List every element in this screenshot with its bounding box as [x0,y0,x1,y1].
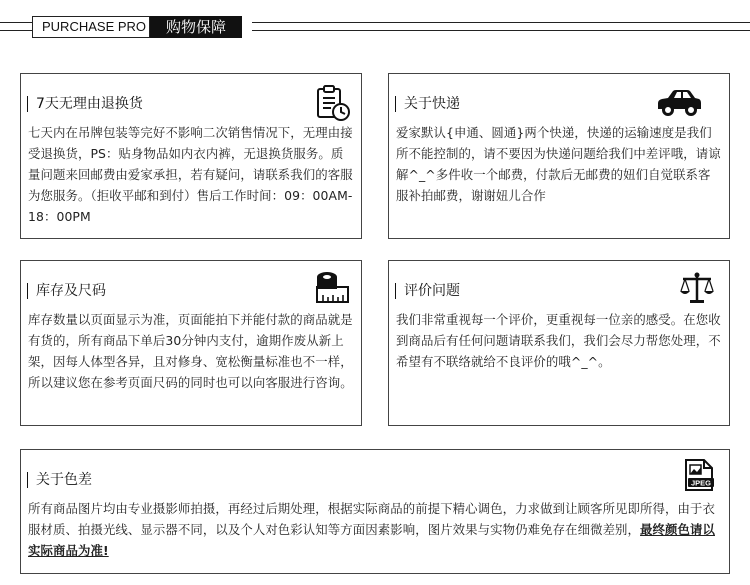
header-title-en: PURCHASE PRO [32,16,150,38]
card-color-difference [20,449,730,574]
card-title: 库存及尺码 [27,283,106,299]
card-title: 7天无理由退换货 [27,96,143,112]
card-title: 关于色差 [27,472,92,488]
car-icon [655,88,703,122]
section-header [0,14,750,40]
card-body: 七天内在吊牌包装等完好不影响二次销售情况下，无理由接受退换货，PS：贴身物品如内衣内裤，无退换货服务。质量问题来回邮费由爱家承担，若有疑问，请联系我们的客服为您服务。（拒收平邮和到付）售后工作时间：09：00AM-18：00PM [28,125,353,224]
card-body [28,498,722,561]
header-line-right-top [252,22,750,23]
card-body: 库存数量以页面显示为准，页面能拍下并能付款的商品就是有货的，所有商品下单后30分钟内支付，逾期作废从新上架，因每人体型各异，且对修身、宽松衡量标准也不一样，所以建议您在参考页面尺码的同时也可以向客服进行咨询。 [28,312,353,390]
card-body: 爱家默认{申通、圆通}两个快递，快递的运输速度是我们所不能控制的，请不要因为快递问题给我们中差评哦，请谅解^_^多件收一个邮费，付款后无邮费的妞们自觉联系客服补拍邮费，谢谢妞儿合作 [396,125,721,203]
card-returns [20,73,362,239]
tape-measure-icon [315,269,351,309]
card-stock-size [20,260,362,426]
card-body-text: 所有商品图片均由专业摄影师拍摄，再经过后期处理，根据实际商品的前提下精心调色，力求做到让顾客所见即所得，由于衣服材质、拍摄光线、显示器不同，以及个人对色彩认知等方面因素影响，图片效果与实物仍难免存在细微差别， [28,501,715,537]
clipboard-clock-icon [315,84,351,126]
card-body: 我们非常重视每一个评价，更重视每一位亲的感受。在您收到商品后有任何问题请联系我们，我们会尽力帮您处理，不希望有不联络就给不良评价的哦^_^。 [396,312,721,369]
header-line-right-bottom [252,30,750,31]
scales-icon [679,271,715,309]
card-reviews [388,260,730,426]
jpeg-file-icon [682,458,716,496]
color-emphasis-note: 最终颜色请以实际商品为准! [28,522,715,558]
header-title-cn: 购物保障 [150,16,242,38]
header-line-left-bottom [0,30,32,31]
card-shipping [388,73,730,239]
card-title: 关于快递 [395,96,460,112]
header-line-left-top [0,22,32,23]
card-title: 评价问题 [395,283,460,299]
jpeg-label: JPEG [690,478,712,488]
